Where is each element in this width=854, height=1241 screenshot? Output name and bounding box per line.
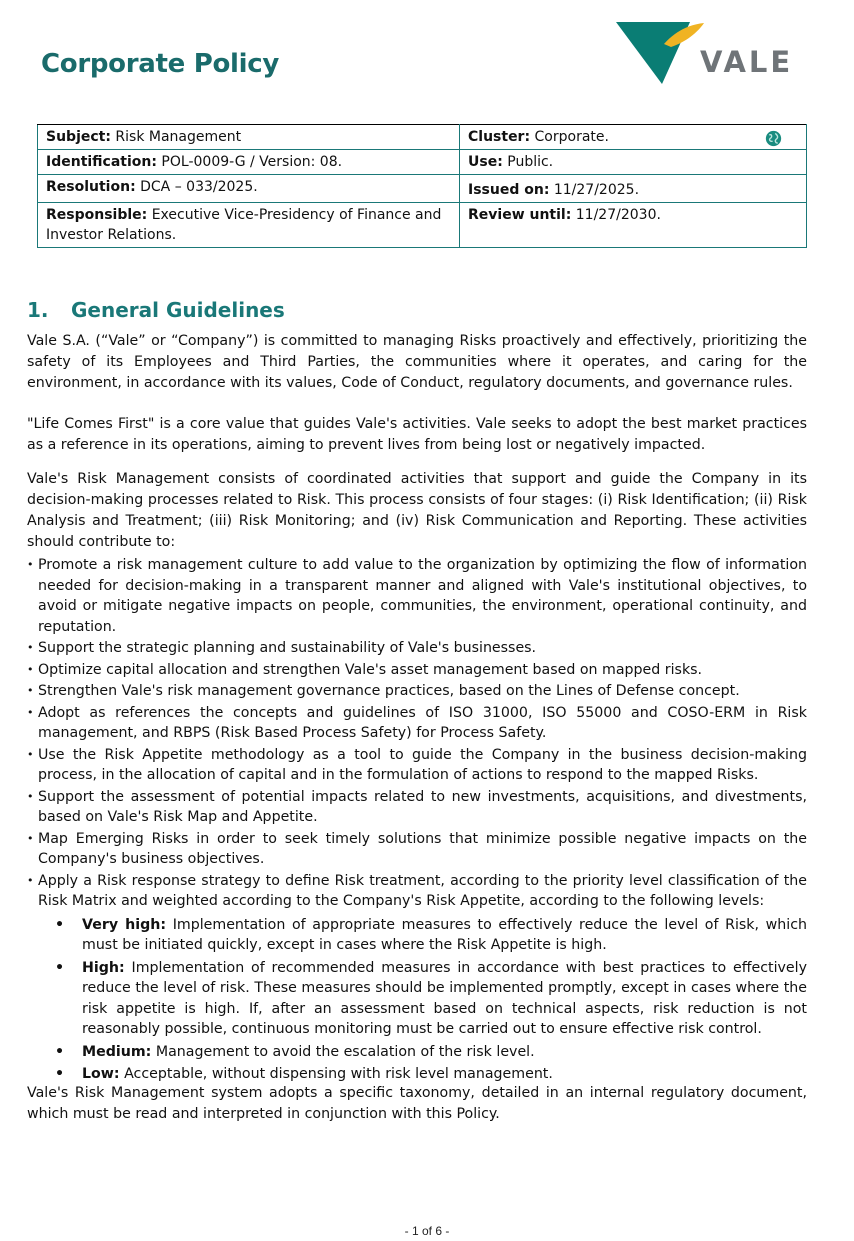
list-item: • Map Emerging Risks in order to seek timely solutions that minimize possible negative impacts on the Company's business objectives. xyxy=(27,829,807,870)
list-item: • Support the assessment of potential impacts related to new investments, acquisitions, and divestments, based on Vale's Risk Map and Appetite. xyxy=(27,787,807,828)
subject-cell: Subject: Risk Management xyxy=(38,125,460,150)
risk-level-high: • High: Implementation of recommended measures in accordance with best practices to effectively reduce the level of risk. These measures should be implemented promptly, except in cases where the risk appetite is high. If, after an assessment based on technical aspects, risk reduction is not reasonably possible, continuous monitoring must be carried out to ensure effective risk control. xyxy=(38,958,807,1040)
policy-metadata-table xyxy=(37,124,807,248)
risk-level-low: • Low: Acceptable, without dispensing with risk level management. xyxy=(38,1064,807,1085)
page-number: - 1 of 6 - xyxy=(404,1224,450,1238)
list-item: • Adopt as references the concepts and guidelines of ISO 31000, ISO 55000 and COSO-ERM in Risk management, and RBPS (Risk Based Process Safety) for Process Safety. xyxy=(27,703,807,744)
page-title: Corporate Policy xyxy=(41,49,280,79)
risk-response-text: Apply a Risk response strategy to define Risk treatment, according to the priority level classification of the Risk Matrix and weighted according to the Company's Risk Appetite, according to the following levels: xyxy=(38,872,807,909)
responsible-cell: Responsible: Executive Vice-Presidency of Finance and Investor Relations. xyxy=(38,203,460,248)
guidelines-list xyxy=(27,555,807,1087)
use-cell: Use: Public. xyxy=(460,150,807,175)
table-row xyxy=(38,203,807,248)
paragraph-commitment: Vale S.A. (“Vale” or “Company”) is committed to managing Risks proactively and effectively, prioritizing the safety of its Employees and Third Parties, the communities where it operates, and caring for the environment, in accordance with its values, Code of Conduct, regulatory documents, and governance rules. xyxy=(27,333,807,391)
paragraph-taxonomy: Vale's Risk Management system adopts a specific taxonomy, detailed in an internal regulatory document, which must be read and interpreted in conjunction with this Policy. xyxy=(27,1085,807,1122)
section-title: General Guidelines xyxy=(71,298,285,322)
cluster-cell: Cluster: Corporate. xyxy=(460,125,807,150)
table-row xyxy=(38,175,807,203)
vale-logo-teal-shape xyxy=(616,22,690,84)
list-item: • Support the strategic planning and sustainability of Vale's businesses. xyxy=(27,638,807,659)
list-item xyxy=(27,871,807,1085)
list-item: • Strengthen Vale's risk management governance practices, based on the Lines of Defense concept. xyxy=(27,681,807,702)
paragraph-life-comes-first: "Life Comes First" is a core value that guides Vale's activities. Vale seeks to adopt the best market practices as a reference in its operations, aiming to prevent lives from being lost or negatively impacted. xyxy=(27,416,807,453)
risk-level-medium: • Medium: Management to avoid the escalation of the risk level. xyxy=(38,1042,807,1063)
globe-icon xyxy=(765,130,782,147)
section-heading xyxy=(27,298,285,322)
list-item: • Promote a risk management culture to add value to the organization by optimizing the flow of information needed for decision-making in a transparent manner and aligned with Vale's institutional objectives, to avoid or mitigate negative impacts on people, communities, the environment, operational continuity, and reputation. xyxy=(27,555,807,637)
risk-level-very-high: • Very high: Implementation of appropriate measures to effectively reduce the level of Risk, which must be initiated quickly, except in cases where the Risk Appetite is high. xyxy=(38,915,807,956)
section-number: 1. xyxy=(27,298,49,322)
vale-logo-text: VALE xyxy=(700,45,794,79)
list-item: • Use the Risk Appetite methodology as a tool to guide the Company in the business decision-making process, in the allocation of capital and in the formulation of actions to respond to the mapped Risks. xyxy=(27,745,807,786)
resolution-cell: Resolution: DCA – 033/2025. xyxy=(38,175,460,203)
table-row xyxy=(38,150,807,175)
list-item: • Optimize capital allocation and strengthen Vale's asset management based on mapped risks. xyxy=(27,660,807,681)
review-until-cell: Review until: 11/27/2030. xyxy=(460,203,807,248)
issued-on-cell: Issued on: 11/27/2025. xyxy=(460,175,807,203)
risk-levels-list xyxy=(38,915,807,1085)
table-row xyxy=(38,125,807,150)
identification-cell: Identification: POL-0009-G / Version: 08. xyxy=(38,150,460,175)
paragraph-risk-management: Vale's Risk Management consists of coordinated activities that support and guide the Company in its decision-making processes related to Risk. This process consists of four stages: (i) Risk Identification; (ii) Risk Analysis and Treatment; (iii) Risk Monitoring; and (iv) Risk Communication and Reporting. These activities should contribute to: xyxy=(27,471,807,550)
